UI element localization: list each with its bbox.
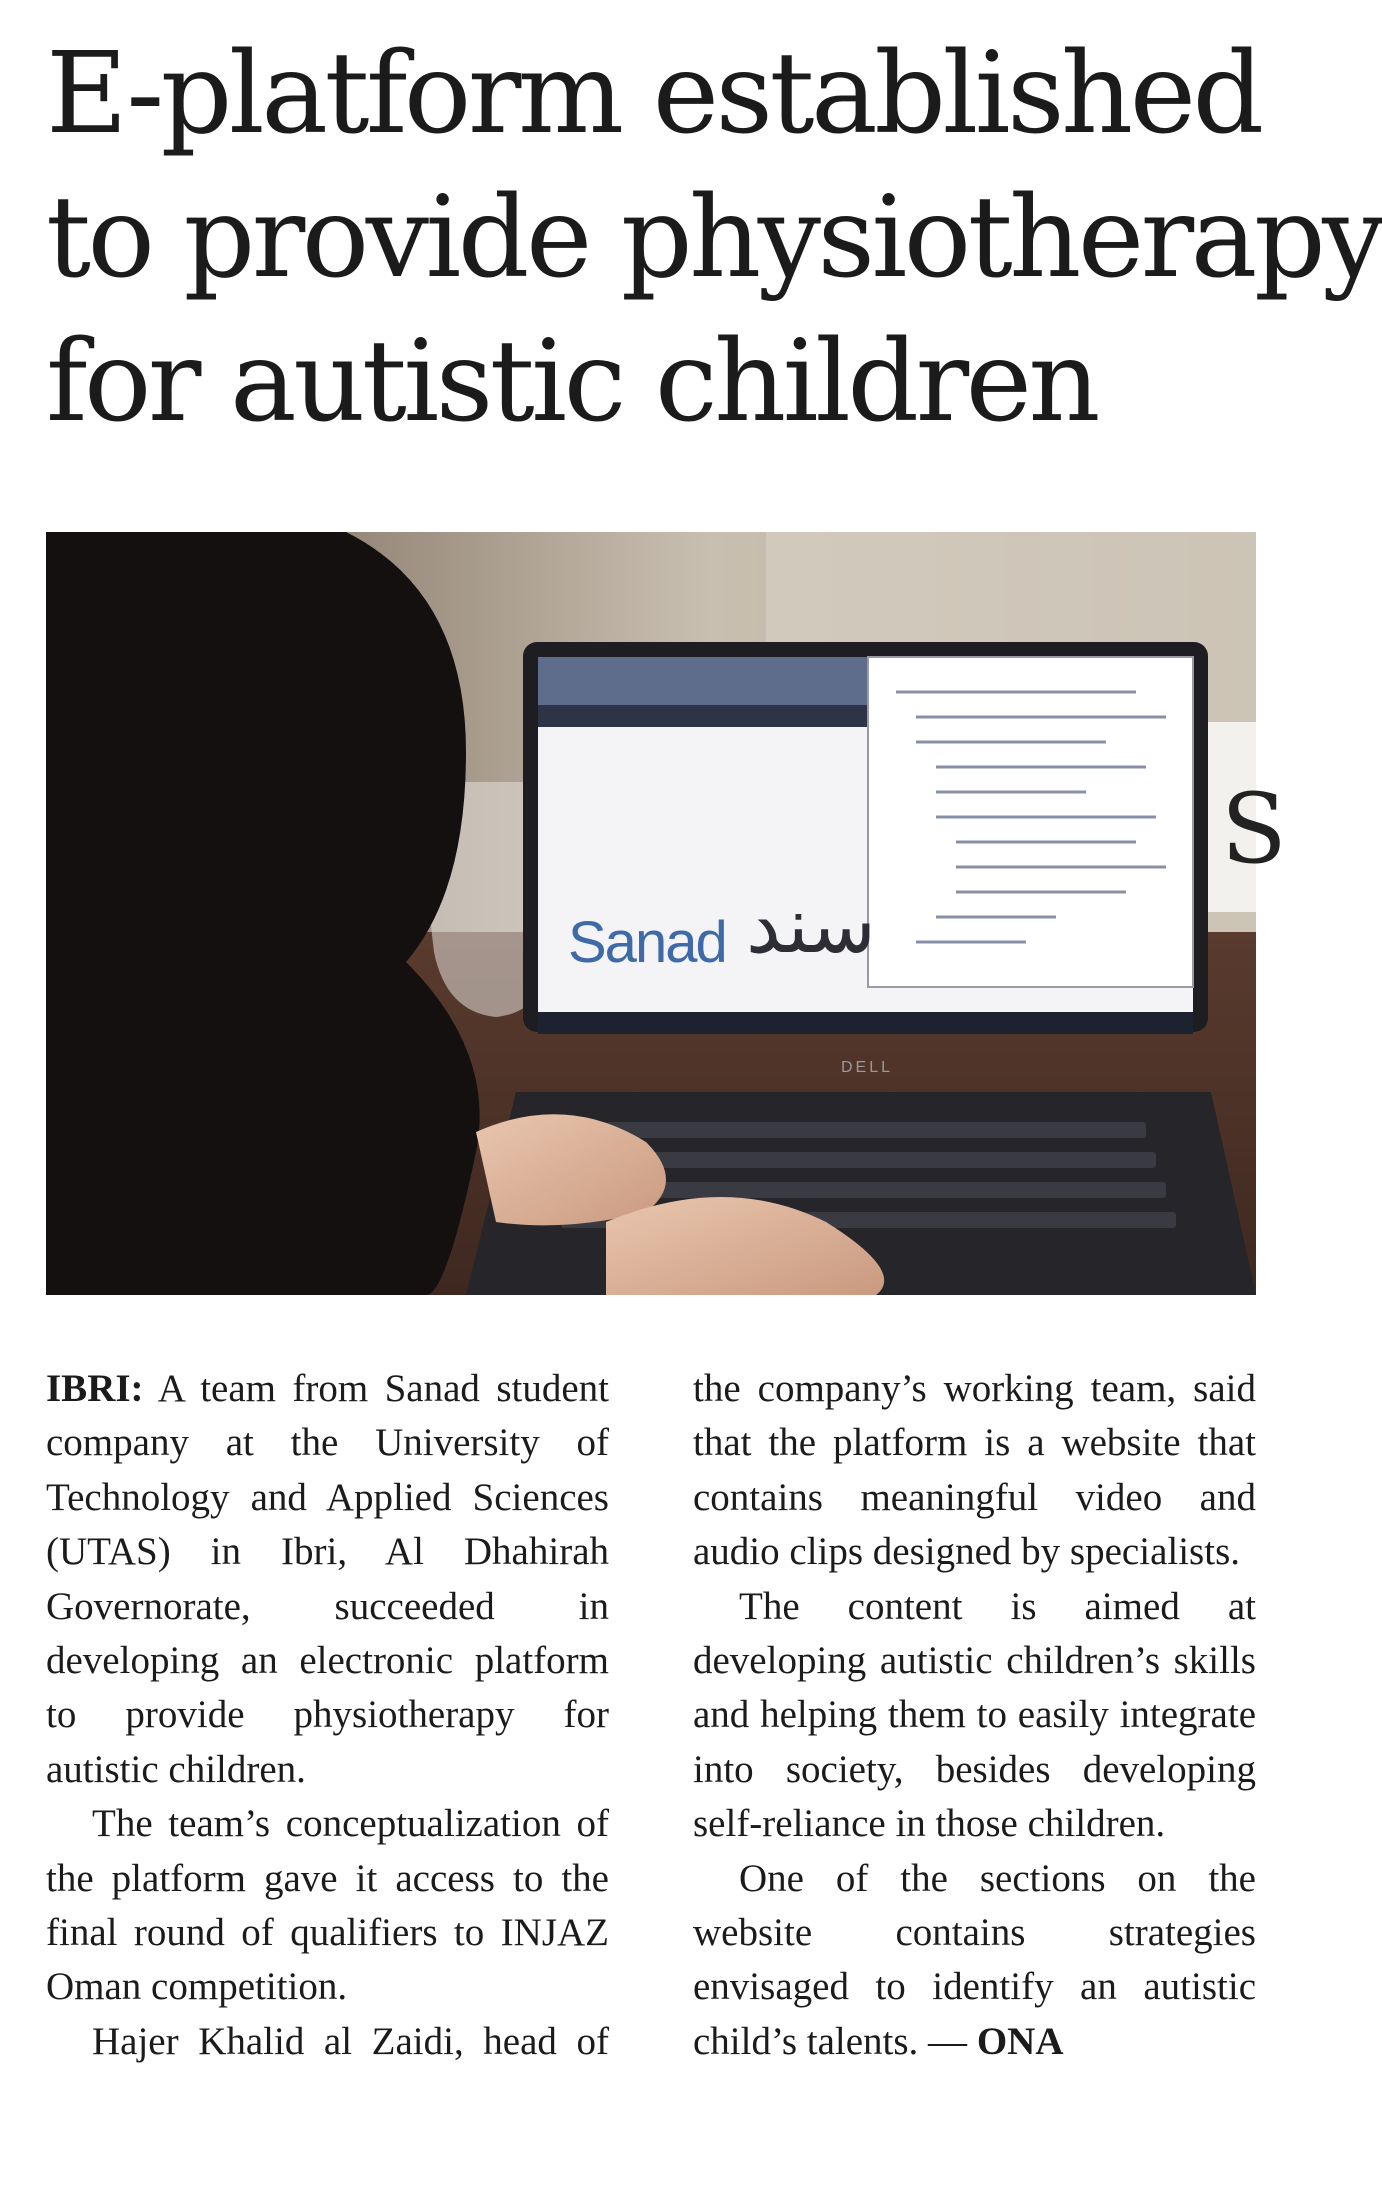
paragraph-text: One of the sections on the website contains strategies envisaged to identify an autistic child’s talents. — <box>693 1856 1256 2063</box>
photo-browser-nav <box>538 705 868 727</box>
headline-line: for autistic children <box>46 317 1098 447</box>
photo-screen-arabic: سند <box>746 881 876 971</box>
article-column-right <box>693 1362 1256 2069</box>
photo-plate-letter: S <box>1221 773 1287 885</box>
headline-line: E-platform established <box>46 29 1261 159</box>
article-paragraph: The team’s conceptualization of the platform gave it access to the final round of qualifiers to INJAZ Oman competition. <box>46 1802 609 2009</box>
photo-screen-logo: Sanad <box>568 910 726 975</box>
article-paragraph-continued: the company’s working team, said that the platform is a website that contains meaningful video and audio clips designed by specialists. <box>693 1367 1256 1574</box>
article-column-left <box>46 1362 609 2069</box>
article-photo <box>46 532 1287 1295</box>
dateline: IBRI: <box>46 1367 144 1410</box>
source-credit: ONA <box>976 2019 1064 2063</box>
article-paragraph: The content is aimed at developing autistic children’s skills and helping them to easily integrate into society, besides developing self-reliance in those children. <box>693 1584 1256 1846</box>
photo-taskbar <box>538 1012 1193 1034</box>
paragraph-text: A team from Sanad student company at the University of Technology and Applied Sciences (UTAS) in Ibri, Al Dhahirah Governorate, succeeded in developing an electronic platform to provide physiotherapy for autistic children. <box>46 1367 609 1791</box>
headline-line: to provide physiotherapy <box>46 173 1382 303</box>
photo-code-window <box>868 657 1193 987</box>
photo-browser-bar <box>538 657 868 705</box>
photo-person <box>46 532 480 1295</box>
article-paragraph: Hajer Khalid al Zaidi, head of <box>92 2019 609 2063</box>
photo-illustration <box>46 532 1287 1295</box>
headline <box>46 22 1382 454</box>
article-paragraph <box>46 1362 609 1797</box>
article-paragraph <box>693 1852 1256 2070</box>
photo-laptop-brand: DELL <box>841 1059 894 1076</box>
